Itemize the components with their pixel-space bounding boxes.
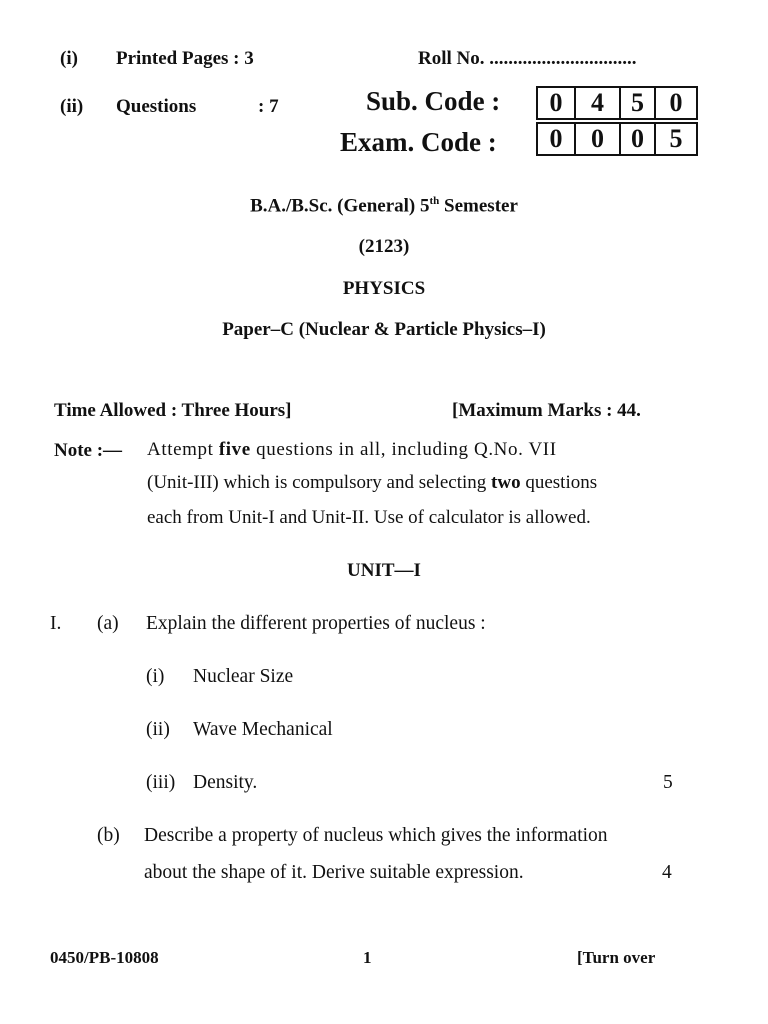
note-text: Attempt [147, 439, 219, 460]
note-line-2 [147, 466, 597, 500]
part-b-marks: 4 [662, 862, 672, 883]
paper-code: (2123) [358, 236, 410, 257]
part-b-label: (b) [97, 825, 120, 846]
part-a-marks: 5 [663, 772, 673, 793]
note-line-3: each from Unit-I and Unit-II. Use of calculator is allowed. [147, 507, 591, 528]
sub-code-digit: 4 [576, 88, 621, 118]
sub-item-label: (ii) [146, 719, 170, 740]
maximum-marks: [Maximum Marks : 44. [452, 400, 641, 421]
sub-item-text: Wave Mechanical [193, 719, 333, 740]
part-b-text-line-1: Describe a property of nucleus which gives the information [144, 825, 608, 846]
note-line-1 [147, 433, 557, 467]
printed-pages-number: (i) [60, 48, 78, 69]
questions-value: : 7 [258, 96, 279, 117]
note-emphasis: two [491, 472, 521, 493]
sub-code-digit: 0 [538, 88, 576, 118]
unit-heading: UNIT—I [347, 560, 421, 581]
course-suffix: Semester [439, 195, 518, 217]
note-text: questions in all, including Q.No. VII [250, 439, 557, 460]
exam-code-digit: 0 [576, 124, 621, 154]
course-prefix: B.A./B.Sc. (General) 5 [250, 195, 430, 217]
note-text: questions [520, 472, 598, 493]
sub-item-label: (i) [146, 666, 165, 687]
time-allowed: Time Allowed : Three Hours] [54, 400, 292, 421]
note-text: (Unit-III) which is compulsory and selecting [147, 472, 492, 493]
sub-item-text: Nuclear Size [193, 666, 294, 687]
part-a-label: (a) [97, 613, 119, 634]
part-a-text: Explain the different properties of nucleus : [146, 613, 486, 634]
note-label: Note :— [54, 440, 123, 461]
questions-label: Questions [116, 96, 197, 117]
exam-code-digit: 0 [621, 124, 656, 154]
part-b-text-line-2: about the shape of it. Derive suitable expression. [144, 862, 524, 883]
exam-code-label: Exam. Code : [340, 127, 497, 157]
sub-code-boxes [536, 86, 698, 120]
sub-code-label: Sub. Code : [366, 86, 501, 116]
page-number: 1 [363, 948, 372, 967]
turn-over: [Turn over [577, 948, 656, 967]
course-sup: th [429, 195, 440, 207]
exam-code-digit: 0 [538, 124, 576, 154]
question-number: I. [50, 613, 62, 634]
footer-paper-code: 0450/PB-10808 [50, 948, 159, 967]
sub-item-text: Density. [193, 772, 258, 793]
note-emphasis: five [218, 439, 251, 460]
exam-code-digit: 5 [669, 124, 683, 153]
sub-item-label: (iii) [146, 772, 176, 793]
paper-title: Paper–C (Nuclear & Particle Physics–I) [222, 319, 546, 340]
roll-number-field: Roll No. ............................... [418, 48, 637, 69]
questions-number: (ii) [60, 96, 84, 117]
subject-title: PHYSICS [342, 278, 426, 299]
exam-code-boxes [536, 122, 698, 156]
sub-code-digit: 0 [669, 88, 683, 117]
sub-code-digit: 5 [621, 88, 656, 118]
course-title [0, 195, 768, 217]
printed-pages-label: Printed Pages : 3 [116, 48, 254, 69]
